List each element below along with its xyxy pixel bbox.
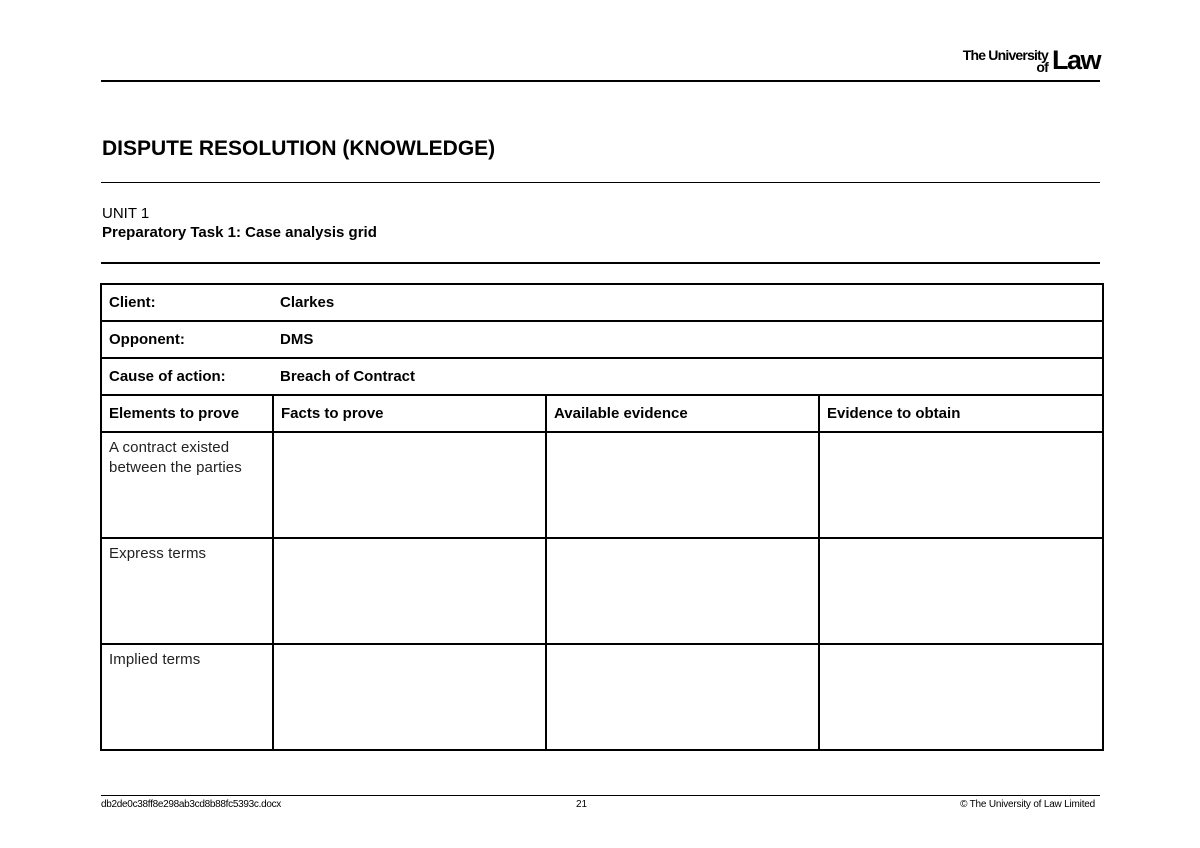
- footer-page-number: 21: [576, 799, 588, 810]
- info-row-client: [101, 284, 1103, 321]
- available-evidence-cell[interactable]: [546, 644, 819, 750]
- grid-row: [101, 644, 1103, 750]
- grid-row: [101, 538, 1103, 644]
- facts-cell[interactable]: [273, 432, 546, 538]
- logo-text-line2: of: [1036, 59, 1048, 75]
- info-label: Cause of action:: [101, 358, 273, 395]
- evidence-to-obtain-cell[interactable]: [819, 432, 1103, 538]
- column-header: Facts to prove: [273, 395, 546, 432]
- column-header: Elements to prove: [101, 395, 273, 432]
- grid-header-row: [101, 395, 1103, 432]
- footer-divider: [101, 795, 1100, 796]
- evidence-to-obtain-cell[interactable]: [819, 644, 1103, 750]
- element-cell: A contract existed between the parties: [101, 432, 273, 538]
- document-title: DISPUTE RESOLUTION (KNOWLEDGE): [102, 137, 496, 160]
- footer-filename: db2de0c38ff8e298ab3cd8b88fc5393c.docx: [101, 799, 281, 810]
- info-row-opponent: [101, 321, 1103, 358]
- subtitle-divider: [101, 262, 1100, 264]
- case-analysis-grid: [100, 283, 1104, 751]
- title-divider: [101, 182, 1100, 183]
- grid-row: [101, 432, 1103, 538]
- info-value: Breach of Contract: [273, 358, 1103, 395]
- unit-label: UNIT 1: [102, 205, 150, 222]
- info-row-cause-of-action: [101, 358, 1103, 395]
- column-header: Evidence to obtain: [819, 395, 1103, 432]
- available-evidence-cell[interactable]: [546, 432, 819, 538]
- info-label: Client:: [101, 284, 273, 321]
- element-cell: Implied terms: [101, 644, 273, 750]
- column-header: Available evidence: [546, 395, 819, 432]
- university-logo: [940, 44, 1102, 76]
- task-heading: Preparatory Task 1: Case analysis grid: [102, 224, 377, 241]
- facts-cell[interactable]: [273, 644, 546, 750]
- element-cell: Express terms: [101, 538, 273, 644]
- evidence-to-obtain-cell[interactable]: [819, 538, 1103, 644]
- logo-text-big: Law: [1051, 45, 1100, 75]
- logo-text-line1: The University: [962, 47, 1048, 63]
- header-divider: [101, 80, 1100, 82]
- info-label: Opponent:: [101, 321, 273, 358]
- facts-cell[interactable]: [273, 538, 546, 644]
- footer-copyright: © The University of Law Limited: [960, 799, 1095, 810]
- info-value: DMS: [273, 321, 1103, 358]
- available-evidence-cell[interactable]: [546, 538, 819, 644]
- info-value: Clarkes: [273, 284, 1103, 321]
